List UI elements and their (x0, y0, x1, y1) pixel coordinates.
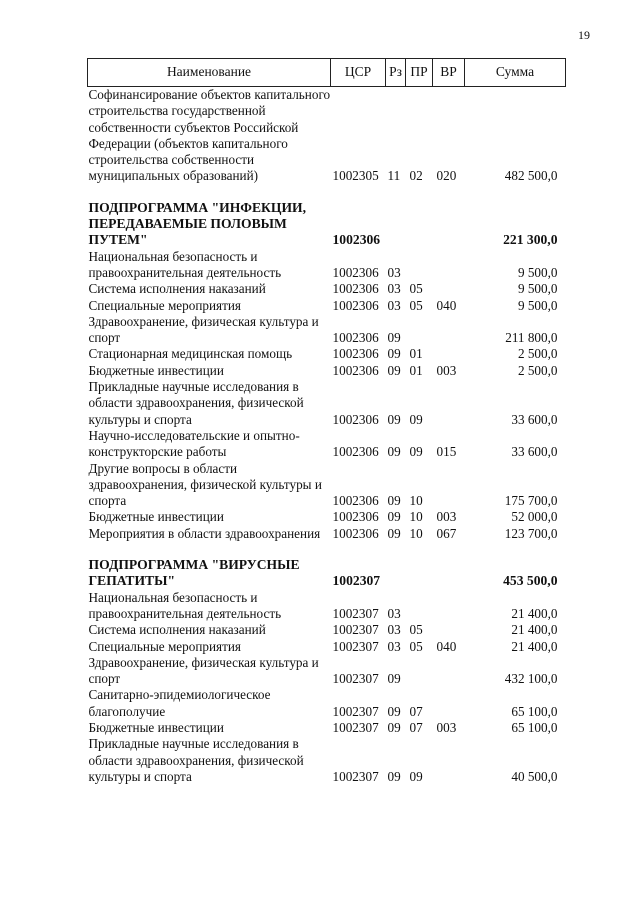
cell-pr: 10 (409, 525, 423, 541)
budget-table (87, 58, 566, 785)
cell-csr: 1002306 (332, 264, 379, 280)
cell-name: Здравоохранение, физическая культура и спорт (88, 313, 319, 346)
cell-csr: 1002307 (332, 719, 379, 735)
cell-name: Бюджетные инвестиции (88, 362, 224, 378)
header-rz: Рз (386, 59, 406, 87)
table-header (88, 59, 566, 87)
cell-rz: 09 (387, 330, 401, 346)
cell-vr (433, 622, 465, 638)
cell-vr: 015 (436, 444, 457, 460)
cell-pr (406, 655, 433, 688)
cell-pr: 09 (409, 411, 423, 427)
cell-rz: 09 (387, 444, 401, 460)
cell-pr: 01 (409, 346, 423, 362)
cell-pr: 07 (409, 703, 423, 719)
cell-name: Прикладные научные исследования в области здравоохранения, физической культуры и спорта (88, 736, 304, 784)
cell-rz: 09 (387, 703, 401, 719)
cell-rz: 09 (387, 411, 401, 427)
cell-csr: 1002306 (332, 232, 381, 248)
cell-csr: 1002307 (332, 768, 379, 784)
cell-name: Здравоохранение, физическая культура и спорт (88, 654, 319, 687)
cell-csr: 1002307 (332, 703, 379, 719)
cell-sum: 175 700,0 (504, 493, 558, 509)
cell-name: Специальные мероприятия (88, 297, 241, 313)
table-row (88, 379, 566, 428)
cell-name: Софинансирование объектов капитального строительства государственной собственности субъектов Российской Федерации (объектов капитального строительства собственности муниципальных образований) (88, 87, 331, 184)
cell-name: Научно-исследовательские и опытно-конструкторские работы (88, 427, 300, 460)
cell-rz: 03 (387, 297, 401, 313)
cell-vr: 020 (436, 168, 457, 184)
cell-sum: 52 000,0 (511, 509, 558, 525)
cell-name: ПОДПРОГРАММА "ВИРУСНЫЕ ГЕПАТИТЫ" (88, 557, 300, 589)
header-vr: ВР (433, 59, 465, 87)
cell-name: Национальная безопасность и правоохранительная деятельность (88, 248, 282, 280)
table-row (88, 720, 566, 736)
cell-vr (433, 542, 465, 590)
cell-rz: 09 (387, 525, 401, 541)
cell-pr (406, 314, 433, 347)
subprogram-row (88, 185, 566, 249)
table-row (88, 526, 566, 542)
table-row (88, 639, 566, 655)
cell-sum: 33 600,0 (511, 444, 558, 460)
cell-name: Бюджетные инвестиции (88, 509, 224, 525)
cell-vr (433, 655, 465, 688)
cell-sum: 9 500,0 (517, 281, 558, 297)
cell-csr: 1002306 (332, 297, 379, 313)
cell-name: Санитарно-эпидемиологическое благополучие (88, 687, 271, 719)
cell-pr: 05 (409, 281, 423, 297)
cell-sum: 453 500,0 (503, 573, 558, 589)
cell-name: Система исполнения наказаний (88, 281, 266, 297)
cell-sum: 33 600,0 (511, 411, 558, 427)
cell-csr: 1002306 (332, 362, 379, 378)
cell-sum: 123 700,0 (504, 525, 558, 541)
cell-pr (406, 249, 433, 282)
cell-vr: 003 (436, 362, 457, 378)
cell-csr: 1002306 (332, 411, 379, 427)
table-row (88, 687, 566, 720)
cell-vr (433, 281, 465, 297)
cell-sum: 211 800,0 (505, 330, 558, 346)
cell-vr: 003 (436, 509, 457, 525)
cell-name: Система исполнения наказаний (88, 622, 266, 638)
cell-name: Другие вопросы в области здравоохранения, физической культуры и спорта (88, 460, 322, 509)
header-sum: Сумма (465, 59, 566, 87)
table-row (88, 87, 566, 185)
cell-rz: 03 (387, 264, 401, 280)
cell-vr (433, 461, 465, 510)
cell-pr (406, 542, 433, 590)
table-row (88, 298, 566, 314)
cell-vr: 067 (436, 525, 457, 541)
cell-pr: 05 (409, 622, 423, 638)
cell-sum: 21 400,0 (511, 605, 558, 621)
cell-rz: 09 (387, 509, 401, 525)
cell-sum: 40 500,0 (511, 768, 558, 784)
cell-sum: 21 400,0 (511, 622, 558, 638)
table-row (88, 249, 566, 282)
cell-csr: 1002306 (332, 444, 379, 460)
cell-pr (406, 590, 433, 623)
cell-rz: 09 (387, 493, 401, 509)
cell-rz: 03 (387, 622, 401, 638)
cell-csr: 1002306 (332, 330, 379, 346)
cell-vr: 040 (436, 297, 457, 313)
table-row (88, 590, 566, 623)
table-row (88, 736, 566, 785)
cell-csr: 1002307 (332, 605, 379, 621)
cell-rz: 09 (387, 671, 401, 687)
cell-vr (433, 379, 465, 428)
cell-name: Стационарная медицинская помощь (88, 346, 293, 362)
table-row (88, 314, 566, 347)
cell-name: Прикладные научные исследования в области здравоохранения, физической культуры и спорта (88, 379, 304, 427)
cell-sum: 2 500,0 (517, 346, 558, 362)
table-row (88, 655, 566, 688)
table-row (88, 461, 566, 510)
cell-csr: 1002306 (332, 509, 379, 525)
cell-sum: 21 400,0 (511, 638, 558, 654)
table-body (88, 87, 566, 786)
cell-pr: 05 (409, 638, 423, 654)
cell-rz: 09 (387, 768, 401, 784)
subprogram-row (88, 542, 566, 590)
header-pr: ПР (406, 59, 433, 87)
cell-pr: 10 (409, 493, 423, 509)
cell-csr: 1002305 (332, 168, 379, 184)
cell-sum: 9 500,0 (517, 297, 558, 313)
cell-csr: 1002307 (332, 671, 379, 687)
cell-sum: 221 300,0 (503, 232, 558, 248)
cell-csr: 1002306 (332, 525, 379, 541)
table-row (88, 281, 566, 297)
cell-name: Бюджетные инвестиции (88, 719, 224, 735)
cell-vr (433, 185, 465, 249)
cell-rz: 09 (387, 362, 401, 378)
table-row (88, 428, 566, 461)
cell-sum: 65 100,0 (511, 719, 558, 735)
cell-csr: 1002307 (332, 573, 381, 589)
cell-vr (433, 687, 465, 720)
cell-pr: 10 (409, 509, 423, 525)
cell-name: Специальные мероприятия (88, 638, 241, 654)
cell-vr (433, 249, 465, 282)
cell-pr (406, 185, 433, 249)
cell-sum: 2 500,0 (517, 362, 558, 378)
cell-pr: 09 (409, 444, 423, 460)
cell-vr: 040 (436, 638, 457, 654)
cell-name: Мероприятия в области здравоохранения (88, 525, 321, 541)
cell-rz: 09 (387, 719, 401, 735)
cell-csr: 1002306 (332, 346, 379, 362)
cell-vr (433, 590, 465, 623)
table-row (88, 509, 566, 525)
cell-sum: 9 500,0 (517, 264, 558, 280)
cell-vr: 003 (436, 719, 457, 735)
cell-sum: 432 100,0 (504, 671, 558, 687)
cell-csr: 1002306 (332, 281, 379, 297)
cell-rz: 11 (387, 168, 401, 184)
cell-rz: 09 (387, 346, 401, 362)
cell-rz: 03 (387, 281, 401, 297)
header-csr: ЦСР (331, 59, 386, 87)
table-row (88, 622, 566, 638)
cell-name: ПОДПРОГРАММА "ИНФЕКЦИИ, ПЕРЕДАВАЕМЫЕ ПОЛОВЫМ ПУТЕМ" (88, 199, 307, 248)
cell-pr: 07 (409, 719, 423, 735)
cell-csr: 1002307 (332, 638, 379, 654)
cell-sum: 65 100,0 (511, 703, 558, 719)
cell-rz (386, 185, 406, 249)
cell-csr: 1002307 (332, 622, 379, 638)
cell-vr (433, 346, 465, 362)
table-row (88, 363, 566, 379)
header-name: Наименование (88, 59, 331, 87)
cell-sum: 482 500,0 (504, 168, 558, 184)
cell-csr: 1002306 (332, 493, 379, 509)
cell-rz: 03 (387, 605, 401, 621)
page-number: 19 (578, 28, 590, 42)
cell-pr: 05 (409, 297, 423, 313)
table-row (88, 346, 566, 362)
cell-rz: 03 (387, 638, 401, 654)
cell-pr: 02 (409, 168, 423, 184)
cell-rz (386, 542, 406, 590)
cell-name: Национальная безопасность и правоохранительная деятельность (88, 589, 282, 621)
cell-pr: 09 (409, 768, 423, 784)
cell-vr (433, 314, 465, 347)
cell-vr (433, 736, 465, 785)
cell-pr: 01 (409, 362, 423, 378)
